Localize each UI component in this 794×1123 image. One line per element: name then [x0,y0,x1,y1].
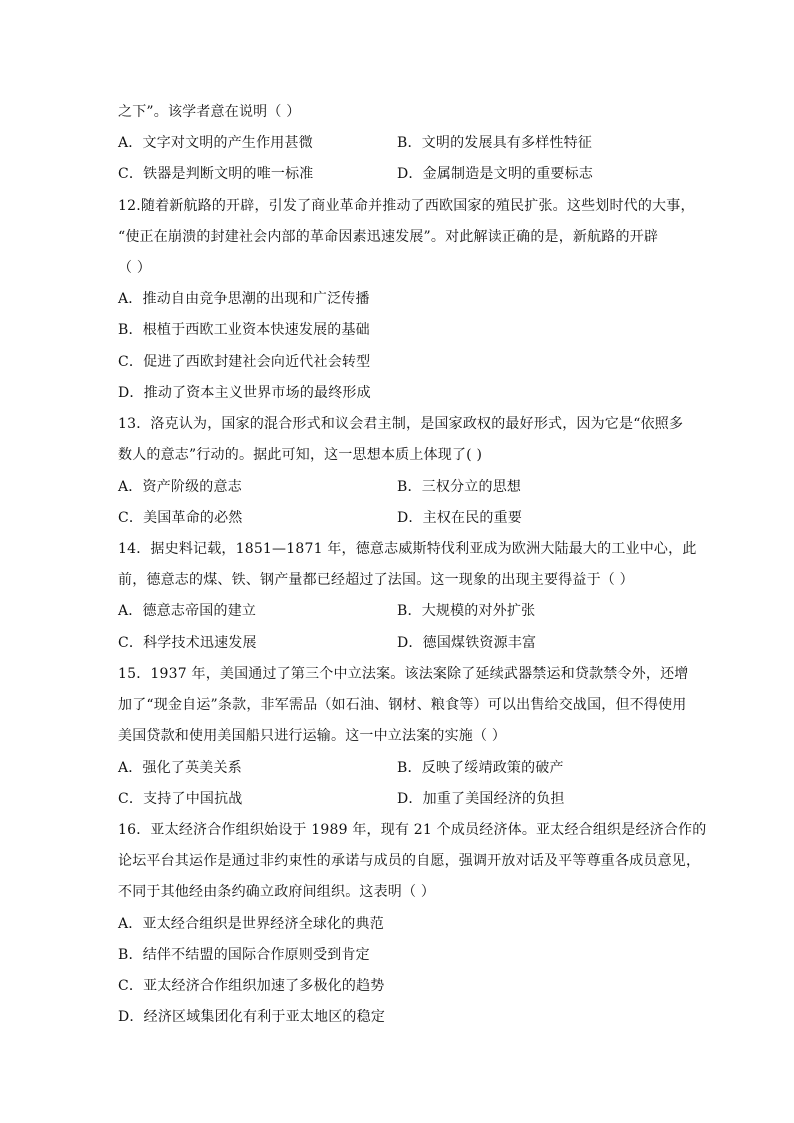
q14-option-a: A．德意志帝国的建立 [118,603,257,619]
question-15-line-3: 美国贷款和使用美国船只进行运输。这一中立法案的实施（ ） [118,728,507,744]
q15-option-a: A．强化了英美关系 [118,760,242,776]
question-11-text: 之下”。该学者意在说明（ ） [118,104,301,120]
q13-option-d: D．主权在民的重要 [397,510,523,526]
question-13-line-1: 13．洛克认为，国家的混合形式和议会君主制，是国家政权的最好形式，因为它是“依照多 [118,416,684,432]
q12-option-d: D．推动了资本主义世界市场的最终形成 [118,385,371,401]
question-15-line-2: 加了“现金自运”条款，非军需品（如石油、钢材、粮食等）可以出售给交战国，但不得使用 [118,697,687,713]
q11-option-a: A．文字对文明的产生作用甚微 [118,135,313,151]
q15-option-d: D．加重了美国经济的负担 [397,791,565,807]
q13-option-b: B．三权分立的思想 [397,479,522,495]
question-16-line-1: 16．亚太经济合作组织始设于 1989 年，现有 21 个成员经济体。亚太经合组织是经济合作的 [118,822,707,838]
question-14-line-2: 前，德意志的煤、铁、钢产量都已经超过了法国。这一现象的出现主要得益于（ ） [118,572,634,588]
question-15-line-1: 15．1937 年，美国通过了第三个中立法案。该法案除了延续武器禁运和贷款禁令外，还增 [118,666,689,682]
q14-option-d: D．德国煤铁资源丰富 [397,635,537,651]
q11-option-b: B．文明的发展具有多样性特征 [397,135,593,151]
question-12-line-1: 12.随着新航路的开辟，引发了商业革命并推动了西欧国家的殖民扩张。这些划时代的大事， [118,198,695,214]
question-13-line-2: 数人的意志”行动的。据此可知，这一思想本质上体现了( ) [118,447,483,463]
q15-option-b: B．反映了绥靖政策的破产 [397,760,564,776]
q11-option-d: D．金属制造是文明的重要标志 [397,166,594,182]
q12-option-b: B．根植于西欧工业资本快速发展的基础 [118,322,370,338]
q15-option-c: C．支持了中国抗战 [118,791,243,807]
q16-option-d: D．经济区域集团化有利于亚太地区的稳定 [118,1009,386,1025]
q14-option-c: C．科学技术迅速发展 [118,635,257,651]
question-12-line-2: “使正在崩溃的封建社会内部的革命因素迅速发展”。对此解读正确的是，新航路的开辟 [118,229,659,245]
question-12-line-3: （ ） [118,260,152,276]
question-16-line-3: 不同于其他经由条约确立政府间组织。这表明（ ） [118,884,436,900]
q13-option-c: C．美国革命的必然 [118,510,243,526]
q12-option-a: A．推动自由竞争思潮的出现和广泛传播 [118,291,370,307]
q14-option-b: B．大规模的对外扩张 [397,603,536,619]
question-14-line-1: 14．据史料记载，1851—1871 年，德意志威斯特伐利亚成为欧洲大陆最大的工业中心，此 [118,541,697,557]
q13-option-a: A．资产阶级的意志 [118,479,242,495]
q16-option-a: A．亚太经合组织是世界经济全球化的典范 [118,916,384,932]
q16-option-b: B．结伴不结盟的国际合作原则受到肯定 [118,947,370,963]
question-16-line-2: 论坛平台其运作是通过非约束性的承诺与成员的自愿，强调开放对话及平等尊重各成员意见， [118,853,701,869]
q11-option-c: C．铁器是判断文明的唯一标准 [118,166,314,182]
q16-option-c: C．亚太经济合作组织加速了多极化的趋势 [118,978,385,994]
q12-option-c: C．促进了西欧封建社会向近代社会转型 [118,354,371,370]
